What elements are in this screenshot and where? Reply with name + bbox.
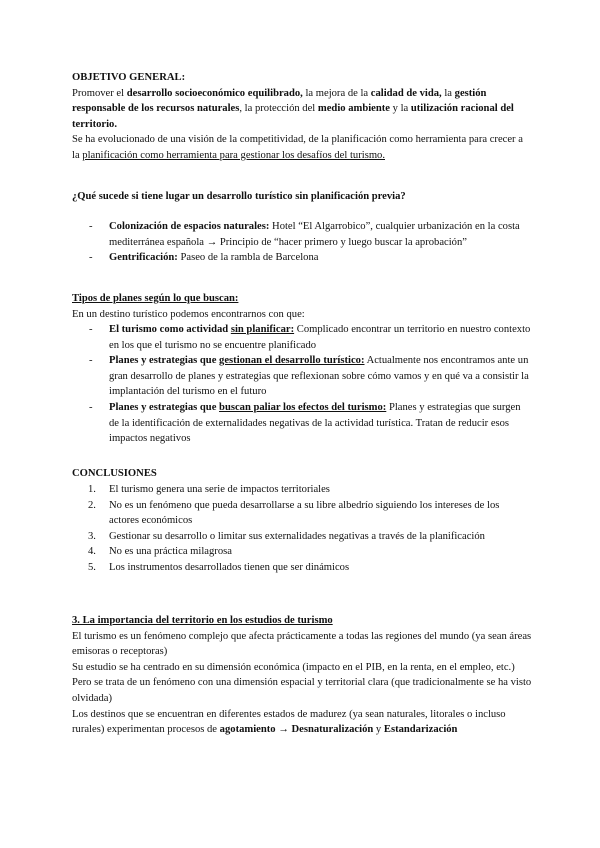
- list-item: - Colonización de espacios naturales: Hotel “El Algarrobico”, cualquier urbanización en la costa mediterránea española → Principio de “hacer primero y luego buscar la aprobación”: [89, 221, 520, 248]
- question-list: [72, 219, 532, 266]
- question-heading: ¿Qué sucede si tiene lugar un desarrollo turístico sin planificación previa?: [72, 191, 406, 202]
- section-3: [72, 613, 532, 738]
- list-item: - Planes y estrategias que buscan paliar los efectos del turismo: Planes y estrategias que surgen de la identificación de externalidades negativas de la actividad turística. Tratan de reducir esos impactos negativos: [89, 401, 521, 445]
- bullet-dash: -: [89, 324, 93, 335]
- tipos-section: [72, 291, 532, 322]
- section-3-paragraph: El turismo es un fenómeno complejo que afecta prácticamente a todas las regiones del mundo (ya sean áreas emisoras o receptoras): [72, 630, 532, 658]
- list-item: 5. Los instrumentos desarrollados tienen que ser dinámicos: [88, 561, 350, 573]
- bullet-dash: -: [89, 401, 93, 413]
- section-3-paragraph: Su estudio se ha centrado en su dimensión económica (impacto en el PIB, en la renta, en el empleo, etc.): [72, 661, 515, 673]
- tipos-list: [72, 322, 532, 447]
- list-item: 3. Gestionar su desarrollo o limitar sus externalidades negativas a través de la planificación: [88, 530, 485, 542]
- objetivo-paragraph-2: Se ha evolucionado de una visión de la competitividad, de la planificación como herramienta para crecer a la planificación como herramienta para gestionar los desafíos del turismo.: [72, 134, 523, 161]
- question-heading-block: [72, 189, 532, 205]
- conclusiones-section: [72, 466, 532, 482]
- conclusiones-list: [72, 482, 532, 576]
- bullet-dash: -: [89, 252, 93, 264]
- tipos-intro: En un destino turístico podemos encontrarnos con que:: [72, 308, 305, 320]
- objetivo-paragraph-1: Promover el desarrollo socioeconómico equilibrado, la mejora de la calidad de vida, la gestión responsable de los recursos naturales, la protección del medio ambiente y la utilización racional del territorio.: [72, 87, 514, 130]
- list-item: 4. No es una práctica milagrosa: [88, 546, 232, 558]
- list-item: 2. No es un fenómeno que pueda desarrollarse a su libre albedrío siguiendo los intereses de los actores económicos: [88, 499, 500, 527]
- list-item: - El turismo como actividad sin planificar: Complicado encontrar un territorio en nuestro contexto en los que el turismo no se encuentre planificado: [89, 324, 531, 351]
- section-3-paragraph: Los destinos que se encuentran en diferentes estados de madurez (ya sean naturales, litorales o incluso rurales) experimentan procesos de agotamiento → Desnaturalización y Estandarización: [72, 708, 506, 736]
- bullet-dash: -: [89, 355, 93, 367]
- list-item: 1. El turismo genera una serie de impactos territoriales: [88, 484, 330, 495]
- objetivo-heading: OBJETIVO GENERAL:: [72, 72, 186, 83]
- objetivo-section: [72, 70, 532, 164]
- tipos-heading: Tipos de planes según lo que buscan:: [72, 293, 239, 304]
- list-item: - Planes y estrategias que gestionan el desarrollo turístico: Actualmente nos encontramos ante un gran desarrollo de planes y estrategias que reflexionan sobre cómo vamos y en qué va a consistir la implantación del turismo en el futuro: [89, 355, 529, 398]
- section-3-heading: 3. La importancia del territorio en los estudios de turismo: [72, 615, 333, 626]
- list-item: - Gentrificación: Paseo de la rambla de Barcelona: [72, 250, 532, 266]
- conclusiones-heading: CONCLUSIONES: [72, 468, 157, 479]
- section-3-paragraph: Pero se trata de un fenómeno con una dimensión espacial y territorial clara (que tradicionalmente se ha visto olvidada): [72, 677, 532, 704]
- bullet-dash: -: [89, 221, 93, 232]
